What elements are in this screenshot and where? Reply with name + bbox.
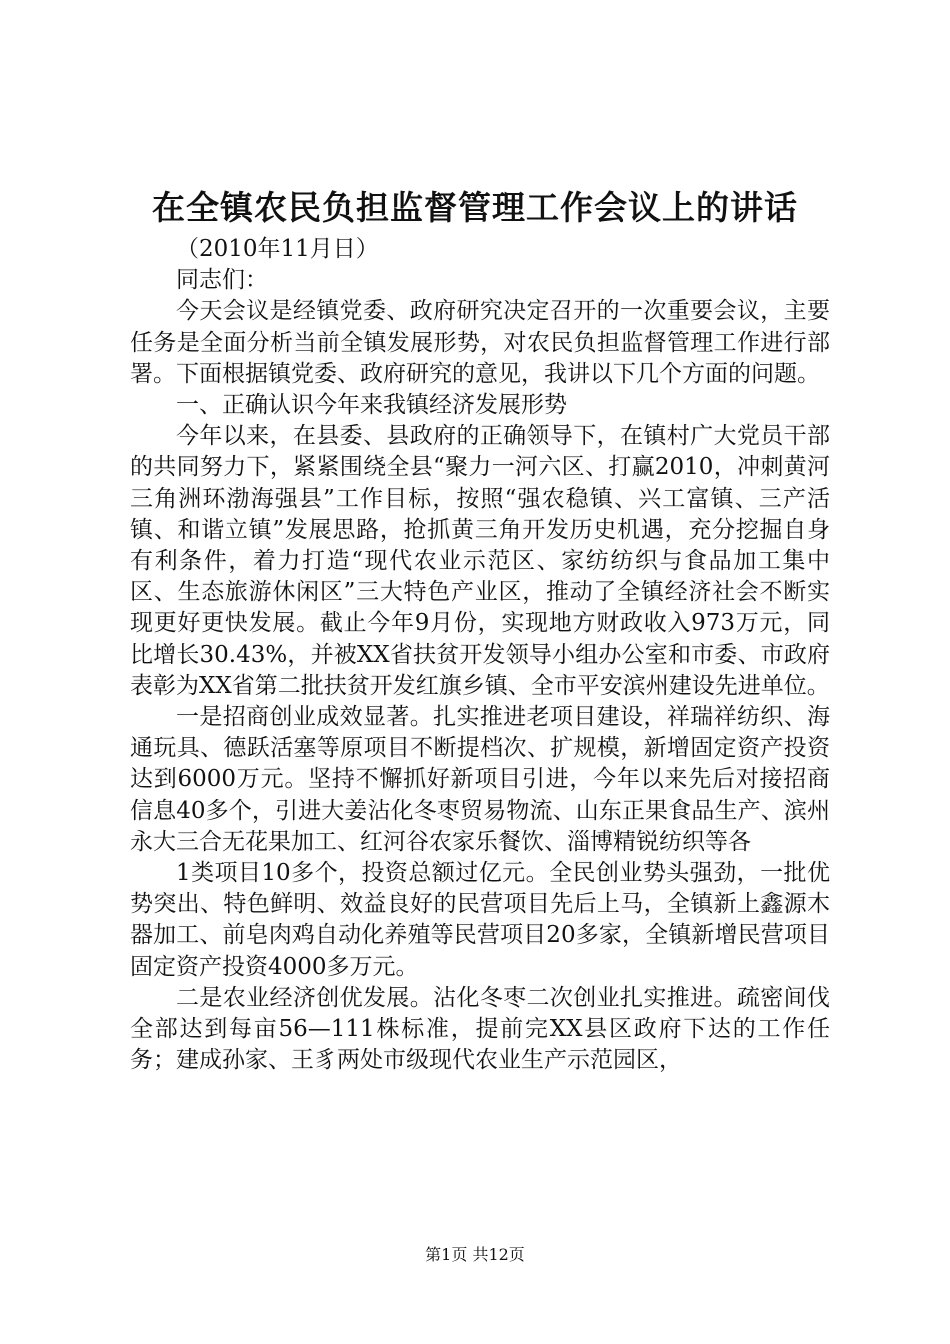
paragraph-investment: 一是招商创业成效显著。扎实推进老项目建设，祥瑞祥纺织、海通玩具、德跃活塞等原项目不断提档次、扩规模，新增固定资产投资达到6000万元。坚持不懈抓好新项目引进，今年以来先后对接招商信息40多个，引进大姜沾化冬枣贸易物流、山东正果食品生产、滨州永大三合无花果加工、红河谷农家乐餐饮、淄博精锐纺织等各 [130,704,830,855]
document-body [130,234,830,1076]
date-line: （2010年11月日） [176,236,379,262]
paragraph-projects: 1类项目10多个，投资总额过亿元。全民创业势头强劲，一批优势突出、特色鲜明、效益良好的民营项目先后上马，全镇新上鑫源木器加工、前皂肉鸡自动化养殖等民营项目20多家，全镇新增民营项目固定资产投资4000多万元。 [130,860,830,980]
salutation: 同志们： [176,267,268,294]
paragraph-agriculture: 二是农业经济创优发展。沾化冬枣二次创业扎实推进。疏密间伐全部达到每亩56—111株标准，提前完XX县区政府下达的工作任务；建成孙家、王豸两处市级现代农业生产示范园区， [130,984,830,1074]
document-title: 在全镇农民负担监督管理工作会议上的讲话 [152,188,798,227]
page-number: 第1页 共12页 [425,1245,525,1264]
section-heading: 一、正确认识今年来我镇经济发展形势 [176,392,567,419]
paragraph-situation: 今年以来，在县委、县政府的正确领导下，在镇村广大党员干部的共同努力下，紧紧围绕全县“聚力一河六区、打赢2010，冲刺黄河三角洲环渤海强县”工作目标，按照“强农稳镇、兴工富镇、三产活镇、和谐立镇”发展思路，抢抓黄三角开发历史机遇，充分挖掘自身有利条件，着力打造“现代农业示范区、家纺纺织与食品加工集中区、生态旅游休闲区”三大特色产业区，推动了全镇经济社会不断实现更好更快发展。截止今年9月份，实现地方财政收入973万元，同比增长30.43%，并被XX省扶贫开发领导小组办公室和市委、市政府表彰为XX省第二批扶贫开发红旗乡镇、全市平安滨州建设先进单位。 [130,423,830,699]
paragraph-intro: 今天会议是经镇党委、政府研究决定召开的一次重要会议，主要任务是全面分析当前全镇发展形势，对农民负担监督管理工作进行部署。下面根据镇党委、政府研究的意见，我讲以下几个方面的问题。 [130,298,830,387]
